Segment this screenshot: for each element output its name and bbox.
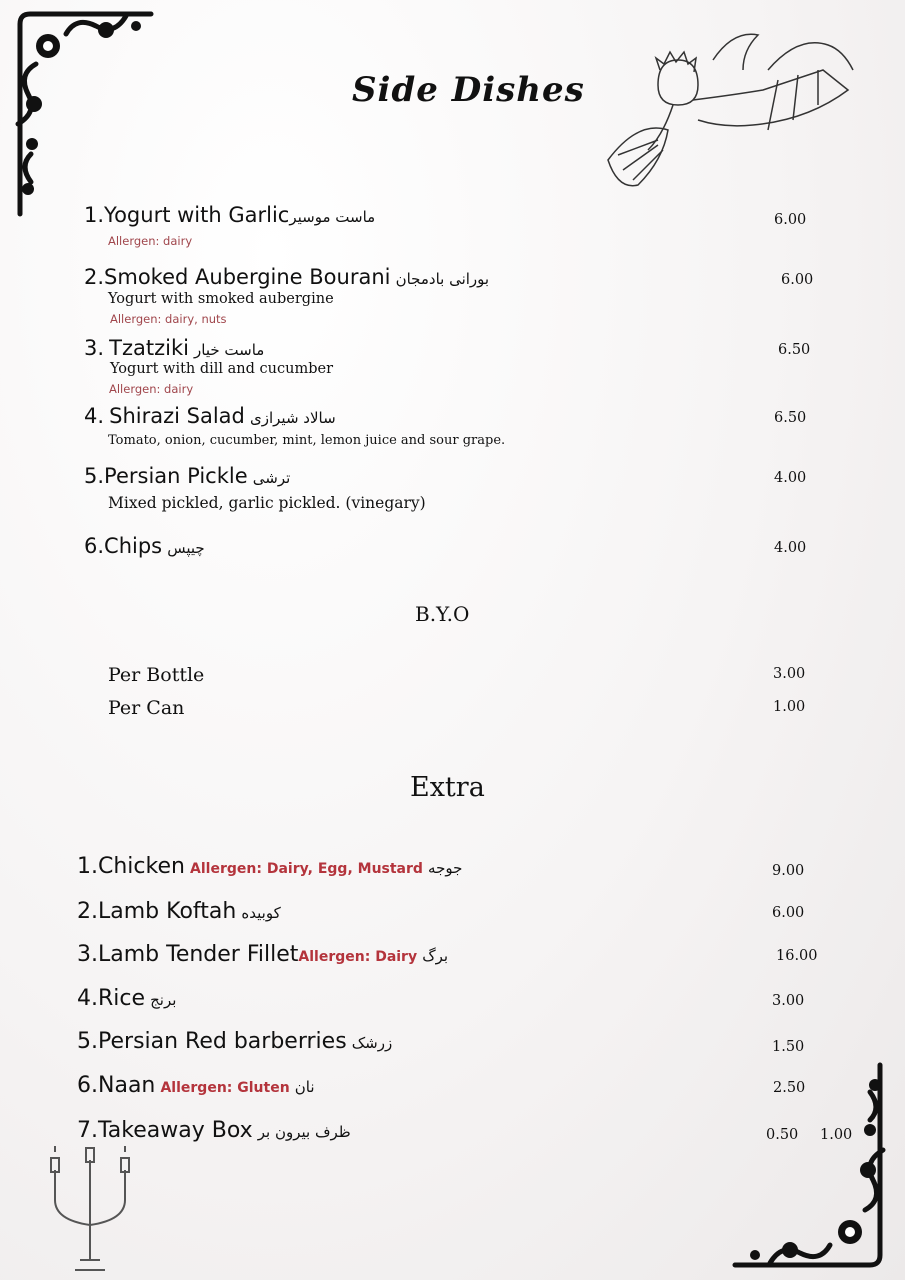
- extra-item-price: 3.00: [772, 993, 805, 1009]
- item-description: Tomato, onion, cucumber, mint, lemon juice and sour grape.: [108, 433, 506, 448]
- byo-item-price: 1.00: [773, 699, 806, 715]
- item-farsi-name: ماست موسیر: [289, 208, 376, 226]
- item-name: Persian Pickle: [104, 464, 248, 488]
- extra-item: [77, 986, 176, 1011]
- item-farsi-name: کوبیده: [241, 904, 281, 922]
- item-number: 5.: [84, 464, 105, 488]
- item-price: 6.00: [781, 272, 814, 288]
- item-description: Mixed pickled, garlic pickled. (vinegary): [108, 494, 426, 512]
- item-name: Takeaway Box: [98, 1118, 253, 1143]
- item-number: 5.: [77, 1029, 98, 1054]
- extra-item: [77, 1118, 351, 1143]
- item-name: Rice: [98, 986, 146, 1011]
- extra-item-price: 6.00: [772, 905, 805, 921]
- item-name: Shirazi Salad: [109, 404, 245, 428]
- byo-item-name: Per Bottle: [108, 664, 205, 686]
- byo-item-price: 3.00: [773, 666, 806, 682]
- item-title: [84, 464, 290, 488]
- byo-title: B.Y.O: [415, 602, 470, 626]
- item-allergen: Allergen: dairy: [109, 382, 194, 396]
- item-number: 4.: [84, 404, 105, 428]
- item-title: [84, 534, 205, 558]
- extra-item: [77, 1029, 392, 1054]
- item-allergen: Allergen: Dairy: [298, 949, 418, 965]
- item-name: Smoked Aubergine Bourani: [104, 265, 391, 289]
- page-title: Side Dishes: [352, 70, 585, 110]
- extra-title: Extra: [410, 772, 485, 803]
- item-description: Yogurt with dill and cucumber: [110, 361, 333, 377]
- item-name: Tzatziki: [109, 336, 189, 360]
- extra-item: [77, 942, 448, 967]
- extra-item-price-alt: 1.00: [820, 1127, 853, 1143]
- item-farsi-name: ظرف بیرون بر: [257, 1123, 351, 1141]
- item-number: 6.: [84, 534, 105, 558]
- item-farsi-name: نان: [294, 1078, 315, 1096]
- extra-item-price: 9.00: [772, 863, 805, 879]
- item-farsi-name: جوجه: [428, 859, 463, 877]
- item-title: [84, 203, 375, 227]
- item-name: Lamb Koftah: [98, 899, 237, 924]
- item-name: Lamb Tender Fillet: [98, 942, 299, 967]
- item-price: 6.50: [778, 342, 811, 358]
- item-number: 7.: [77, 1118, 98, 1143]
- item-name: Chips: [104, 534, 163, 558]
- item-number: 3.: [84, 336, 105, 360]
- item-farsi-name: سالاد شیرازی: [249, 409, 336, 427]
- item-number: 3.: [77, 942, 98, 967]
- item-name: Yogurt with Garlic: [104, 203, 290, 227]
- candelabra-illustration: [35, 1140, 145, 1280]
- item-allergen: Allergen: dairy: [108, 234, 193, 248]
- item-price: 6.50: [774, 410, 807, 426]
- item-number: 2.: [84, 265, 105, 289]
- item-number: 2.: [77, 899, 98, 924]
- item-title: [84, 404, 336, 428]
- corner-ornament-bottom-right: [730, 1060, 900, 1275]
- angel-illustration: [598, 30, 863, 195]
- extra-item: [77, 854, 462, 879]
- item-name: Naan: [98, 1073, 156, 1098]
- extra-item: [77, 1073, 315, 1098]
- item-farsi-name: ماست خیار: [194, 341, 265, 359]
- item-allergen: Allergen: Gluten: [160, 1080, 290, 1096]
- extra-item-price: 0.50: [766, 1127, 799, 1143]
- item-title: [84, 336, 264, 360]
- item-name: Chicken: [98, 854, 185, 879]
- item-name: Persian Red barberries: [98, 1029, 347, 1054]
- extra-item-price: 1.50: [772, 1039, 805, 1055]
- item-number: 4.: [77, 986, 98, 1011]
- extra-item-price: 16.00: [776, 948, 818, 964]
- item-description: Yogurt with smoked aubergine: [108, 291, 334, 307]
- item-title: [84, 265, 489, 289]
- corner-ornament-top-left: [6, 4, 156, 219]
- item-number: 1.: [84, 203, 105, 227]
- item-farsi-name: چیپس: [167, 539, 205, 557]
- item-farsi-name: برگ: [422, 947, 449, 965]
- item-price: 6.00: [774, 212, 807, 228]
- item-farsi-name: برنج: [150, 991, 177, 1009]
- item-number: 6.: [77, 1073, 98, 1098]
- extra-item-price: 2.50: [773, 1080, 806, 1096]
- item-farsi-name: بورانی بادمجان: [395, 270, 490, 288]
- item-price: 4.00: [774, 540, 807, 556]
- item-farsi-name: زرشک: [351, 1034, 393, 1052]
- item-farsi-name: ترشی: [252, 469, 291, 487]
- byo-item-name: Per Can: [108, 697, 185, 719]
- item-number: 1.: [77, 854, 98, 879]
- item-allergen: Allergen: Dairy, Egg, Mustard: [190, 861, 423, 877]
- item-price: 4.00: [774, 470, 807, 486]
- extra-item: [77, 899, 281, 924]
- item-allergen: Allergen: dairy, nuts: [110, 312, 227, 326]
